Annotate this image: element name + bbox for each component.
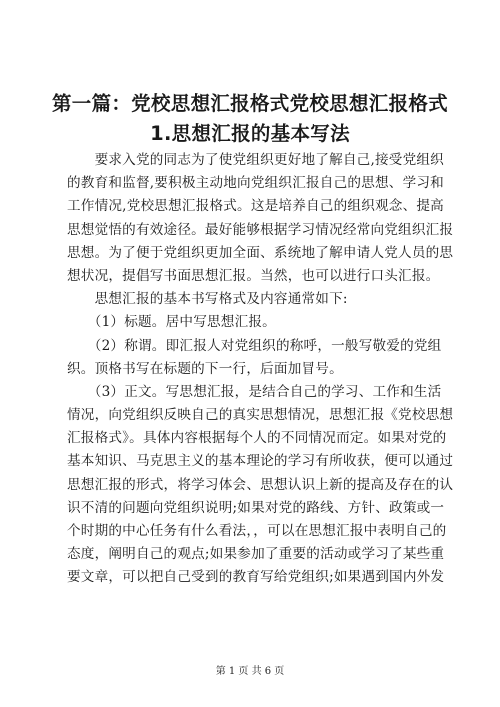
text-line: 织。顶格书写在标题的下一行，后面加冒号。 <box>67 360 343 377</box>
text-line: 思想觉悟的有效途径。最好能够根据学习情况经常向党组织汇报 <box>67 221 454 238</box>
text-line: 汇报格式》。具体内容根据每个人的不同情况而定。如果对党的 <box>67 430 447 447</box>
text-line: 要求入党的同志为了使党组织更好地了解自己,接受党组织 <box>67 152 444 168</box>
text-line: 识不清的问题向党组织说明;如果对党的路线、方针、政策或一 <box>67 499 445 516</box>
text-line: （3）正文。写思想汇报，是结合自己的学习、工作和生活 <box>67 383 442 400</box>
document-title: 第一篇：党校思想汇报格式党校思想汇报格式 <box>51 92 448 115</box>
text-line: 想状况，提倡写书面思想汇报。当然，也可以进行口头汇报。 <box>67 267 440 284</box>
text-line: 思想汇报的形式，将学习体会、思想认识上新的提高及存在的认 <box>67 476 454 493</box>
page-number-footer: 第 1 页 共 6 页 <box>215 666 285 677</box>
text-line: 个时期的中心任务有什么看法，，可以在思想汇报中表明自己的 <box>67 523 447 539</box>
text-line: 要文章，可以把自己受到的教育写给党组织;如果遇到国内外发 <box>67 569 445 586</box>
body-text <box>67 149 454 590</box>
text-line: 工作情况,党校思想汇报格式。这是培养自己的组织观念、提高 <box>67 198 444 215</box>
text-line: 的教育和监督,要积极主动地向党组织汇报自己的思想、学习和 <box>67 175 444 192</box>
text-line: 思想汇报的基本书写格式及内容通常如下: <box>67 291 348 308</box>
text-line: 基本知识、马克思主义的基本理论的学习有所收获，便可以通过 <box>67 453 454 470</box>
section-heading: 1.思想汇报的基本写法 <box>150 122 350 145</box>
text-line: 思想。为了便于党组织更加全面、系统地了解申请人党人员的思 <box>67 244 454 261</box>
text-line: 情况，向党组织反映自己的真实思想情况，思想汇报《党校思想 <box>67 407 454 424</box>
text-line: （1）标题。居中写思想汇报。 <box>67 314 276 331</box>
text-line: （2）称谓。即汇报人对党组织的称呼，一般写敬爱的党组 <box>67 337 442 354</box>
text-line: 态度，阐明自己的观点;如果参加了重要的活动或学习了某些重 <box>67 546 445 563</box>
